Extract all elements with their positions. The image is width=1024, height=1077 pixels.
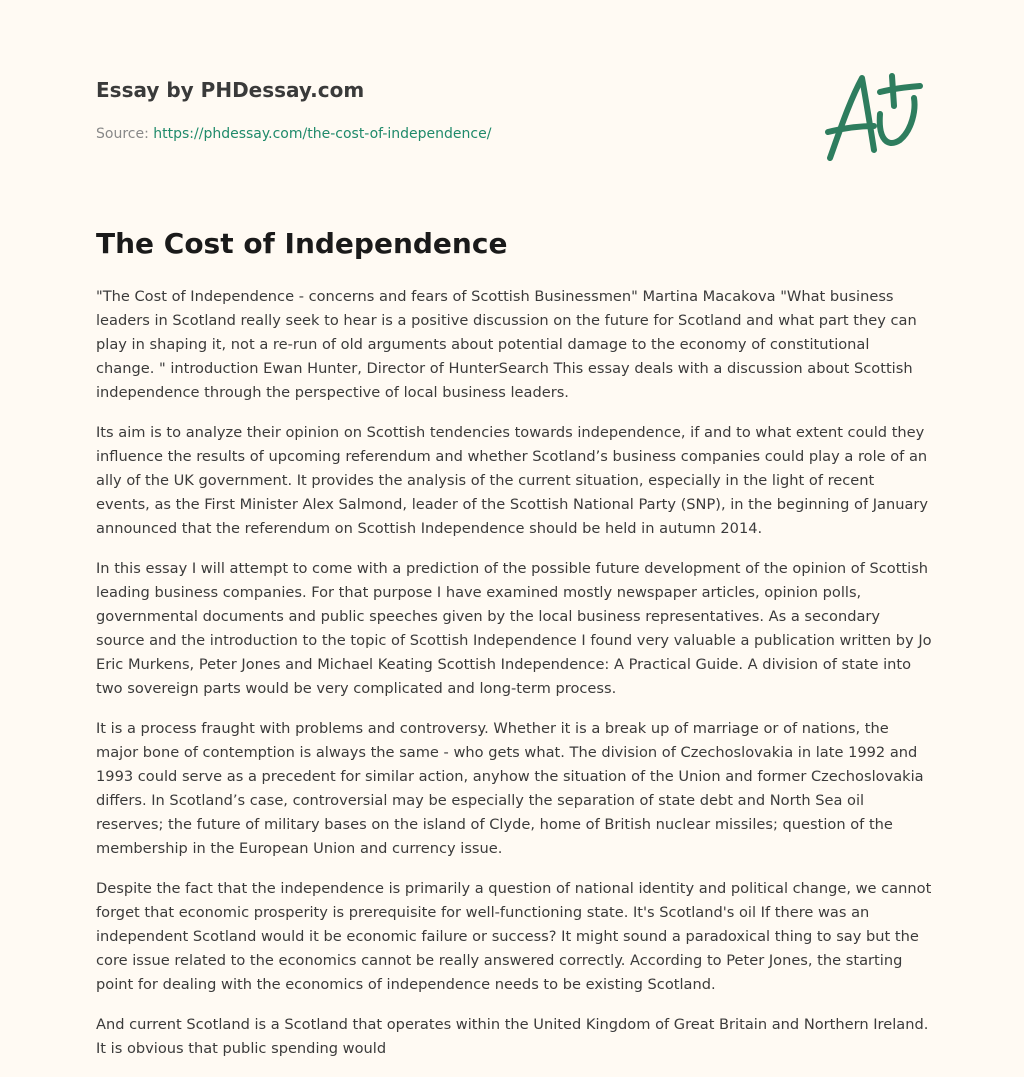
essay-paragraph: Despite the fact that the independence is primarily a question of national identity and political change, we cannot forget that economic prosperity is prerequisite for well-functioning state. It's Scotland's oil If there was an independent Scotland would it be economic failure or success? It might sound a paradoxical thing to say but the core issue related to the economics cannot be really answered correctly. According to Peter Jones, the starting point for dealing with the economics of independence needs to be existing Scotland.: [96, 880, 932, 993]
essay-paragraph: In this essay I will attempt to come with a prediction of the possible future development of the opinion of Scottish leading business companies. For that purpose I have examined mostly newspaper articles, opinion polls, governmental documents and public speeches given by the local business representatives. As a secondary source and the introduction to the topic of Scottish Independence I found very valuable a publication written by Jo Eric Murkens, Peter Jones and Michael Keating Scottish Independence: A Practical Guide. A division of state into two sovereign parts would be very complicated and long-term process.: [96, 560, 932, 697]
essay-paragraph: And current Scotland is a Scotland that operates within the United Kingdom of Great Britain and Northern Ireland. It is obvious that public spending would: [96, 1016, 929, 1057]
a-plus-logo-icon: [822, 70, 932, 170]
essay-title: The Cost of Independence: [96, 227, 508, 260]
source-label: Source:: [96, 126, 154, 142]
site-brand: Essay by PHDessay.com: [96, 78, 365, 102]
site-header: [96, 76, 928, 144]
essay-body: [96, 285, 932, 1077]
essay-paragraph: "The Cost of Independence - concerns and fears of Scottish Businessmen" Martina Macakova "What business leaders in Scotland really seek to hear is a positive discussion on the future for Scotland and what part they can play in shaping it, not a re-run of old arguments about potential damage to the economy of constitutional change. " introduction Ewan Hunter, Director of HunterSearch This essay deals with a discussion about Scottish independence through the perspective of local business leaders.: [96, 288, 917, 401]
source-line: [96, 124, 928, 144]
source-link[interactable]: https://phdessay.com/the-cost-of-independence/: [153, 126, 492, 142]
essay-paragraph: Its aim is to analyze their opinion on Scottish tendencies towards independence, if and to what extent could they influence the results of upcoming referendum and whether Scotland’s business companies could play a role of an ally of the UK government. It provides the analysis of the current situation, especially in the light of recent events, as the First Minister Alex Salmond, leader of the Scottish National Party (SNP), in the beginning of January announced that the referendum on Scottish Independence should be held in autumn 2014.: [96, 424, 929, 537]
essay-paragraph: It is a process fraught with problems and controversy. Whether it is a break up of marriage or of nations, the major bone of contemption is always the same - who gets what. The division of Czechoslovakia in late 1992 and 1993 could serve as a precedent for similar action, anyhow the situation of the Union and former Czechoslovakia differs. In Scotland’s case, controversial may be especially the separation of state debt and North Sea oil reserves; the future of military bases on the island of Clyde, home of British nuclear missiles; question of the membership in the European Union and currency issue.: [96, 720, 924, 857]
